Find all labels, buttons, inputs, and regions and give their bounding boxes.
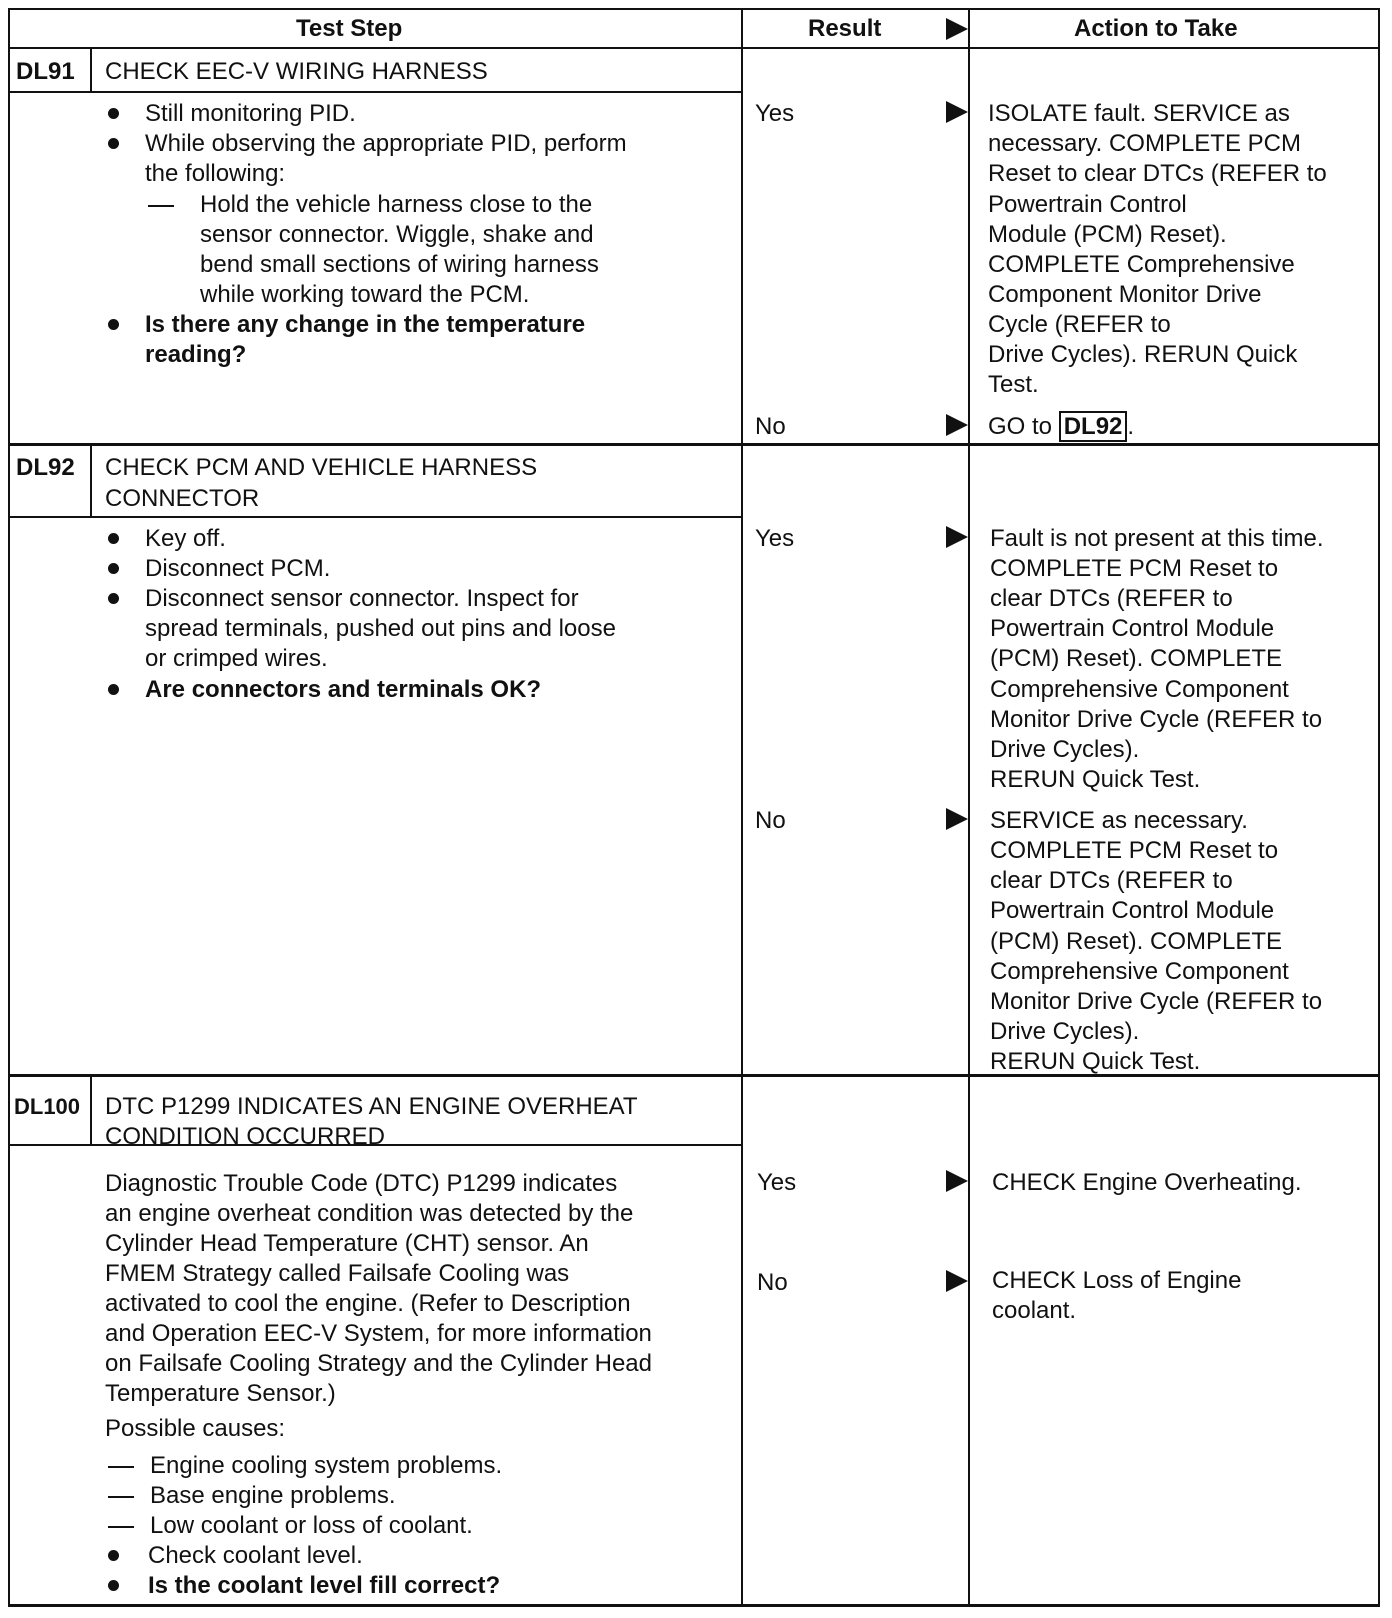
header-test-step: Test Step	[296, 15, 403, 42]
bullet-icon	[108, 138, 119, 149]
action-line: Comprehensive Component	[990, 958, 1289, 985]
dl92-step-id: DL92	[16, 454, 75, 481]
description-line: activated to cool the engine. (Refer to Description	[105, 1290, 631, 1317]
table-left-border	[8, 8, 10, 1606]
dl91-question-line1: Is there any change in the temperature	[145, 311, 586, 338]
description-line: Temperature Sensor.)	[105, 1380, 336, 1407]
header-arrow-icon	[946, 18, 968, 40]
goto-suffix: .	[1127, 413, 1135, 440]
action-line: RERUN Quick Test.	[990, 766, 1201, 793]
action-line: Cycle (REFER to	[988, 311, 1171, 338]
action-line: COMPLETE PCM Reset to	[990, 837, 1279, 864]
dash-icon	[148, 205, 174, 207]
arrow-icon	[946, 414, 968, 436]
action-line: Monitor Drive Cycle (REFER to	[990, 988, 1323, 1015]
bullet-icon	[108, 1580, 119, 1591]
dl100-no-action-line1: CHECK Loss of Engine	[992, 1267, 1242, 1294]
bullet-icon	[108, 533, 119, 544]
dl92-link[interactable]: DL92	[1059, 411, 1128, 442]
header-action: Action to Take	[1074, 15, 1238, 42]
action-line: Monitor Drive Cycle (REFER to	[990, 706, 1323, 733]
description-line: and Operation EEC-V System, for more information	[105, 1320, 652, 1347]
dl91-step-title: CHECK EEC-V WIRING HARNESS	[105, 58, 488, 85]
action-line: COMPLETE PCM Reset to	[990, 555, 1279, 582]
table-bottom-border	[8, 1604, 1380, 1607]
action-line: Drive Cycles). RERUN Quick	[988, 341, 1298, 368]
id-column-divider-dl100	[90, 1076, 92, 1146]
bullet-icon	[108, 563, 119, 574]
dash-icon	[108, 1526, 134, 1528]
dl92-step3-line1: Disconnect sensor connector. Inspect for	[145, 585, 579, 612]
action-line: Drive Cycles).	[990, 1018, 1140, 1045]
action-column-left-border	[968, 8, 970, 1606]
action-line: Fault is not present at this time.	[990, 525, 1324, 552]
dl92-title-line2: CONNECTOR	[105, 485, 260, 512]
dl91-yes-result: Yes	[755, 100, 795, 127]
dl91-step-id: DL91	[16, 58, 75, 85]
dash-icon	[108, 1466, 134, 1468]
bullet-icon	[108, 684, 119, 695]
action-line: necessary. COMPLETE PCM	[988, 130, 1301, 157]
description-line: on Failsafe Cooling Strategy and the Cylinder Head	[105, 1350, 652, 1377]
description-line: an engine overheat condition was detected by the	[105, 1200, 634, 1227]
result-column-left-border	[741, 8, 743, 1606]
dash-icon	[108, 1496, 134, 1498]
dl92-question: Are connectors and terminals OK?	[145, 676, 542, 703]
dl100-title-line1: DTC P1299 INDICATES AN ENGINE OVERHEAT	[105, 1093, 638, 1120]
table-top-border	[8, 8, 1380, 10]
table-right-border	[1378, 8, 1380, 1606]
dl92-yes-result: Yes	[755, 525, 795, 552]
action-line: clear DTCs (REFER to	[990, 867, 1233, 894]
bullet-icon	[108, 1550, 119, 1561]
bullet-icon	[108, 108, 119, 119]
description-line: FMEM Strategy called Failsafe Cooling was	[105, 1260, 570, 1287]
action-line: ISOLATE fault. SERVICE as	[988, 100, 1290, 127]
dl100-yes-result: Yes	[757, 1169, 797, 1196]
dl91-sub-line2: sensor connector. Wiggle, shake and	[200, 221, 594, 248]
action-line: Powertrain Control	[988, 191, 1187, 218]
dl91-step2-line1: While observing the appropriate PID, perform	[145, 130, 627, 157]
action-line: Powertrain Control Module	[990, 615, 1275, 642]
arrow-icon	[946, 808, 968, 830]
action-line: Powertrain Control Module	[990, 897, 1275, 924]
dl92-title-border	[8, 516, 742, 518]
dl91-no-action	[988, 412, 1134, 442]
dl91-step1: Still monitoring PID.	[145, 100, 356, 127]
action-line: Test.	[988, 371, 1039, 398]
goto-prefix: GO to	[988, 413, 1053, 440]
description-line: Cylinder Head Temperature (CHT) sensor. An	[105, 1230, 589, 1257]
action-line: RERUN Quick Test.	[990, 1048, 1201, 1075]
description-line: Diagnostic Trouble Code (DTC) P1299 indicates	[105, 1170, 618, 1197]
dl100-step1: Check coolant level.	[148, 1542, 363, 1569]
action-line: (PCM) Reset). COMPLETE	[990, 645, 1283, 672]
dl100-cause2: Base engine problems.	[150, 1482, 396, 1509]
dl100-cause3: Low coolant or loss of coolant.	[150, 1512, 473, 1539]
action-line: Component Monitor Drive	[988, 281, 1262, 308]
action-line: Drive Cycles).	[990, 736, 1140, 763]
dl100-cause1: Engine cooling system problems.	[150, 1452, 503, 1479]
dl92-title-line1: CHECK PCM AND VEHICLE HARNESS	[105, 454, 538, 481]
action-line: Module (PCM) Reset).	[988, 221, 1227, 248]
dl91-title-border	[8, 91, 742, 93]
id-column-divider-dl92	[90, 445, 92, 517]
dl100-no-action-line2: coolant.	[992, 1297, 1077, 1324]
action-line: COMPLETE Comprehensive	[988, 251, 1295, 278]
action-line: clear DTCs (REFER to	[990, 585, 1233, 612]
header-result: Result	[808, 15, 882, 42]
dl92-step1: Key off.	[145, 525, 226, 552]
dl91-bottom-border	[8, 443, 1380, 446]
dl91-step2-line2: the following:	[145, 160, 286, 187]
action-line: SERVICE as necessary.	[990, 807, 1248, 834]
dl100-step-id: DL100	[14, 1094, 81, 1119]
arrow-icon	[946, 1270, 968, 1292]
dl91-sub-line4: while working toward the PCM.	[200, 281, 530, 308]
arrow-icon	[946, 101, 968, 123]
dl100-question: Is the coolant level fill correct?	[148, 1572, 501, 1599]
action-line: Reset to clear DTCs (REFER to	[988, 160, 1327, 187]
arrow-icon	[946, 1170, 968, 1192]
arrow-icon	[946, 526, 968, 548]
dl100-yes-action: CHECK Engine Overheating.	[992, 1169, 1302, 1196]
dl91-question-line2: reading?	[145, 341, 247, 368]
header-bottom-border	[8, 47, 1380, 49]
dl91-sub-line3: bend small sections of wiring harness	[200, 251, 599, 278]
dl92-step2: Disconnect PCM.	[145, 555, 331, 582]
dl91-sub-line1: Hold the vehicle harness close to the	[200, 191, 593, 218]
bullet-icon	[108, 319, 119, 330]
dl92-no-result: No	[755, 807, 786, 834]
dl100-no-result: No	[757, 1269, 788, 1296]
dl100-title-line2: CONDITION OCCURRED	[105, 1123, 385, 1150]
action-line: Comprehensive Component	[990, 676, 1289, 703]
dl92-step3-line2: spread terminals, pushed out pins and loose	[145, 615, 616, 642]
dl91-no-result: No	[755, 413, 786, 440]
bullet-icon	[108, 593, 119, 604]
id-column-divider-dl91	[90, 48, 92, 92]
dl100-causes-label: Possible causes:	[105, 1415, 286, 1442]
action-line: (PCM) Reset). COMPLETE	[990, 928, 1283, 955]
dl92-step3-line3: or crimped wires.	[145, 645, 328, 672]
